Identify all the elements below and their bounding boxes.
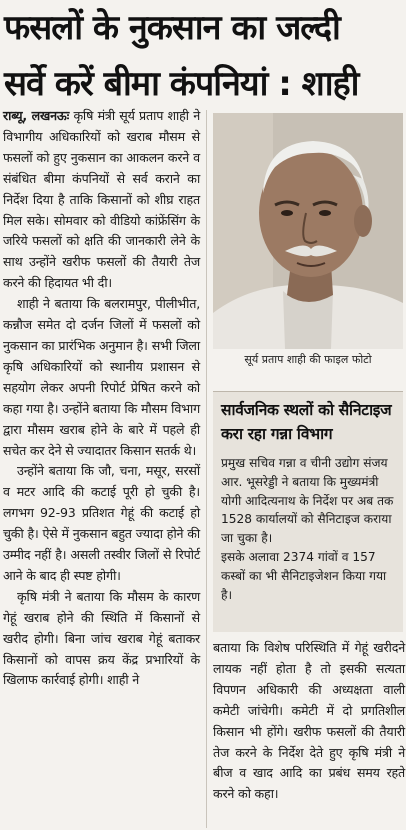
headline-line-2: सर्वे करें बीमा कंपनियां : शाही	[4, 64, 359, 104]
photo-caption: सूर्य प्रताप शाही की फाइल फोटो	[244, 353, 372, 366]
article-paragraph: बताया कि विशेष परिस्थिति में गेहूं खरीदने लायक नहीं होता है तो इसकी सत्यता विपणन अधिकारी की अध्यक्षता वाली कमेटी जांचेगी। कमेटी में दो प्रगतिशील किसान भी होंगे। खरीफ फसलों की तैयारी तेज करने के निर्देश देते हुए कृषि मंत्री ने बीज व खाद आदि का प्रबंध समय रहते करने को कहा।	[213, 640, 405, 802]
dateline: राब्यू, लखनऊः	[3, 108, 70, 123]
article-paragraph: राब्यू, लखनऊः कृषि मंत्री सूर्य प्रताप शाही ने विभागीय अधिकारियों को खराब मौसम से फसलों को हुए नुकसान का आकलन करने व संबंधित बीमा कंपनियों से सर्व कराने का निर्देश दिया है ताकि किसानों को शीघ्र राहत मिल सके। सोमवार को वीडियो कांफ्रेंसिंग के जरिये फसलों को क्षति की जानकारी लेने के साथ उन्होंने खरीफ फसलों की तैयारी तेज करने की हिदायत भी दी।	[3, 108, 200, 291]
article-paragraph: शाही ने बताया कि बलरामपुर, पीलीभीत, कन्नौज समेत दो दर्जन जिलों में फसलों को नुकसान का प्रारंभिक अनुमान है। सभी जिला कृषि अधिकारियों को स्थानीय प्रशासन से सहयोग लेकर अपनी रिपोर्ट प्रेषित करने को कहा गया है। उन्होंने बताया कि मौसम विभाग द्वारा मौसम खराब होने के बारे में पहले ही सचेत कर देने से ज्यादातर किसान सतर्क थे।	[3, 296, 200, 458]
article-paragraph: कृषि मंत्री ने बताया कि मौसम के कारण गेहूं खराब होने की स्थिति में किसानों से खरीद होगी। बिना जांच खराब गेहूं बताकर किसानों को वापस क्रय केंद्र प्रभारियों के खिलाफ कार्रवाई होगी। शाही ने	[3, 588, 200, 688]
sidebar-box-body	[221, 454, 399, 604]
article-continuation	[213, 638, 405, 805]
portrait-illustration	[213, 113, 403, 349]
headline-line-1: फसलों के नुकसान का जल्दी	[4, 8, 340, 48]
article-body	[3, 106, 200, 691]
portrait-photo	[213, 113, 403, 349]
column-divider	[206, 110, 207, 828]
sidebar-paragraph: प्रमुख सचिव गन्ना व चीनी उद्योग संजय आर. भूसरेड्डी ने बताया कि मुख्यमंत्री योगी आदित्यनाथ के निर्देश पर अब तक 1528 कार्यालयों को सैनिटाइज कराया जा चुका है।	[221, 456, 394, 546]
sidebar-box	[213, 391, 403, 632]
headline	[4, 0, 404, 112]
sidebar-box-title: सार्वजनिक स्थलों को सैनिटाइज करा रहा गन्ना विभाग	[221, 401, 392, 443]
sidebar-paragraph: इसके अलावा 2374 गांवों व 157 कस्बों का भी सैनिटाइजेशन किया गया है।	[221, 549, 387, 602]
article-paragraph: उन्होंने बताया कि जौ, चना, मसूर, सरसों व मटर आदि की कटाई पूरी हो चुकी है। लगभग 92-93 प्रतिशत गेहूं की कटाई हो चुकी है। ऐसे में नुकसान बहुत ज्यादा होने की उम्मीद नहीं है। असली तस्वीर जिलों से रिपोर्ट आने के बाद ही स्पष्ट होगी।	[3, 463, 200, 583]
